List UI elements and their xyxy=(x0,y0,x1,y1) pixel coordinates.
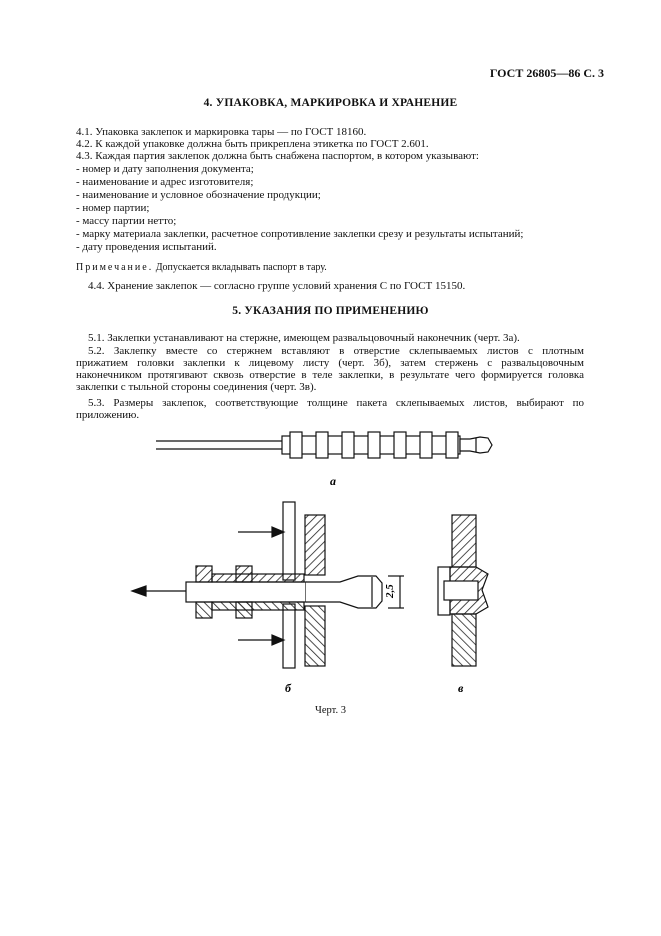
figure-b-assembly xyxy=(132,502,404,668)
bullet-item: - массу партии нетто; xyxy=(76,215,177,227)
figure-a-mandrel xyxy=(156,432,492,458)
item-4-1: 4.1. Упаковка заклепок и маркировка тары — по ГОСТ 18160. xyxy=(76,126,367,138)
figure-b-label: б xyxy=(285,681,291,695)
bullet-item: - марку материала заклепки, расчетное сопротивление заклепки срезу и результаты испытаний; xyxy=(76,228,524,240)
bullet-item: - наименование и адрес изготовителя; xyxy=(76,176,254,188)
paragraph-5-1: 5.1. Заклепки устанавливают на стержне, имеющем развальцовочный наконечник (черт. 3а). xyxy=(88,332,520,344)
paragraph-5-2-line: прижатием головки заклепки к лицевому листу (черт. 3б), затем стержень с развальцовочным xyxy=(76,357,584,369)
paragraph-5-2-line: заклепки с тыльной стороны соединения (черт. 3в). xyxy=(76,381,317,393)
figure-caption: Черт. 3 xyxy=(315,705,346,716)
figure-v-label: в xyxy=(458,681,464,695)
paragraph-5-2-line: наконечником протягивают сквозь отверстие в теле заклепки, в результате чего формируется головка xyxy=(76,369,584,381)
figure-a-label: а xyxy=(330,474,336,488)
bullet-item: - номер партии; xyxy=(76,202,150,214)
note-text: Допускается вкладывать паспорт в тару. xyxy=(155,262,327,273)
page-header: ГОСТ 26805—86 С. 3 xyxy=(489,66,604,80)
bullet-item: - дату проведения испытаний. xyxy=(76,241,217,253)
item-4-2: 4.2. К каждой упаковке должна быть прикреплена этикетка по ГОСТ 2.601. xyxy=(76,138,429,150)
paragraph-5-3-line: 5.3. Размеры заклепок, соответствующие толщине пакета склепываемых листов, выбирают по xyxy=(88,397,584,409)
bullet-item: - наименование и условное обозначение продукции; xyxy=(76,189,321,201)
paragraph-5-3-line: приложению. xyxy=(76,409,140,421)
dimension-label: 2,5 xyxy=(384,584,396,598)
section-4-title: 4. УПАКОВКА, МАРКИРОВКА И ХРАНЕНИЕ xyxy=(203,97,458,109)
figure-v-rivet xyxy=(438,515,488,666)
item-4-3: 4.3. Каждая партия заклепок должна быть снабжена паспортом, в котором указывают: xyxy=(76,150,479,162)
section-5-title: 5. УКАЗАНИЯ ПО ПРИМЕНЕНИЮ xyxy=(232,305,429,317)
bullet-item: - номер и дату заполнения документа; xyxy=(76,163,254,175)
item-4-4: 4.4. Хранение заклепок — согласно группе условий хранения С по ГОСТ 15150. xyxy=(88,280,466,292)
paragraph-5-2-line: 5.2. Заклепку вместе со стержнем вставляют в отверстие склепываемых листов с плотным xyxy=(88,345,584,357)
note-label: Примечание. xyxy=(76,262,154,273)
